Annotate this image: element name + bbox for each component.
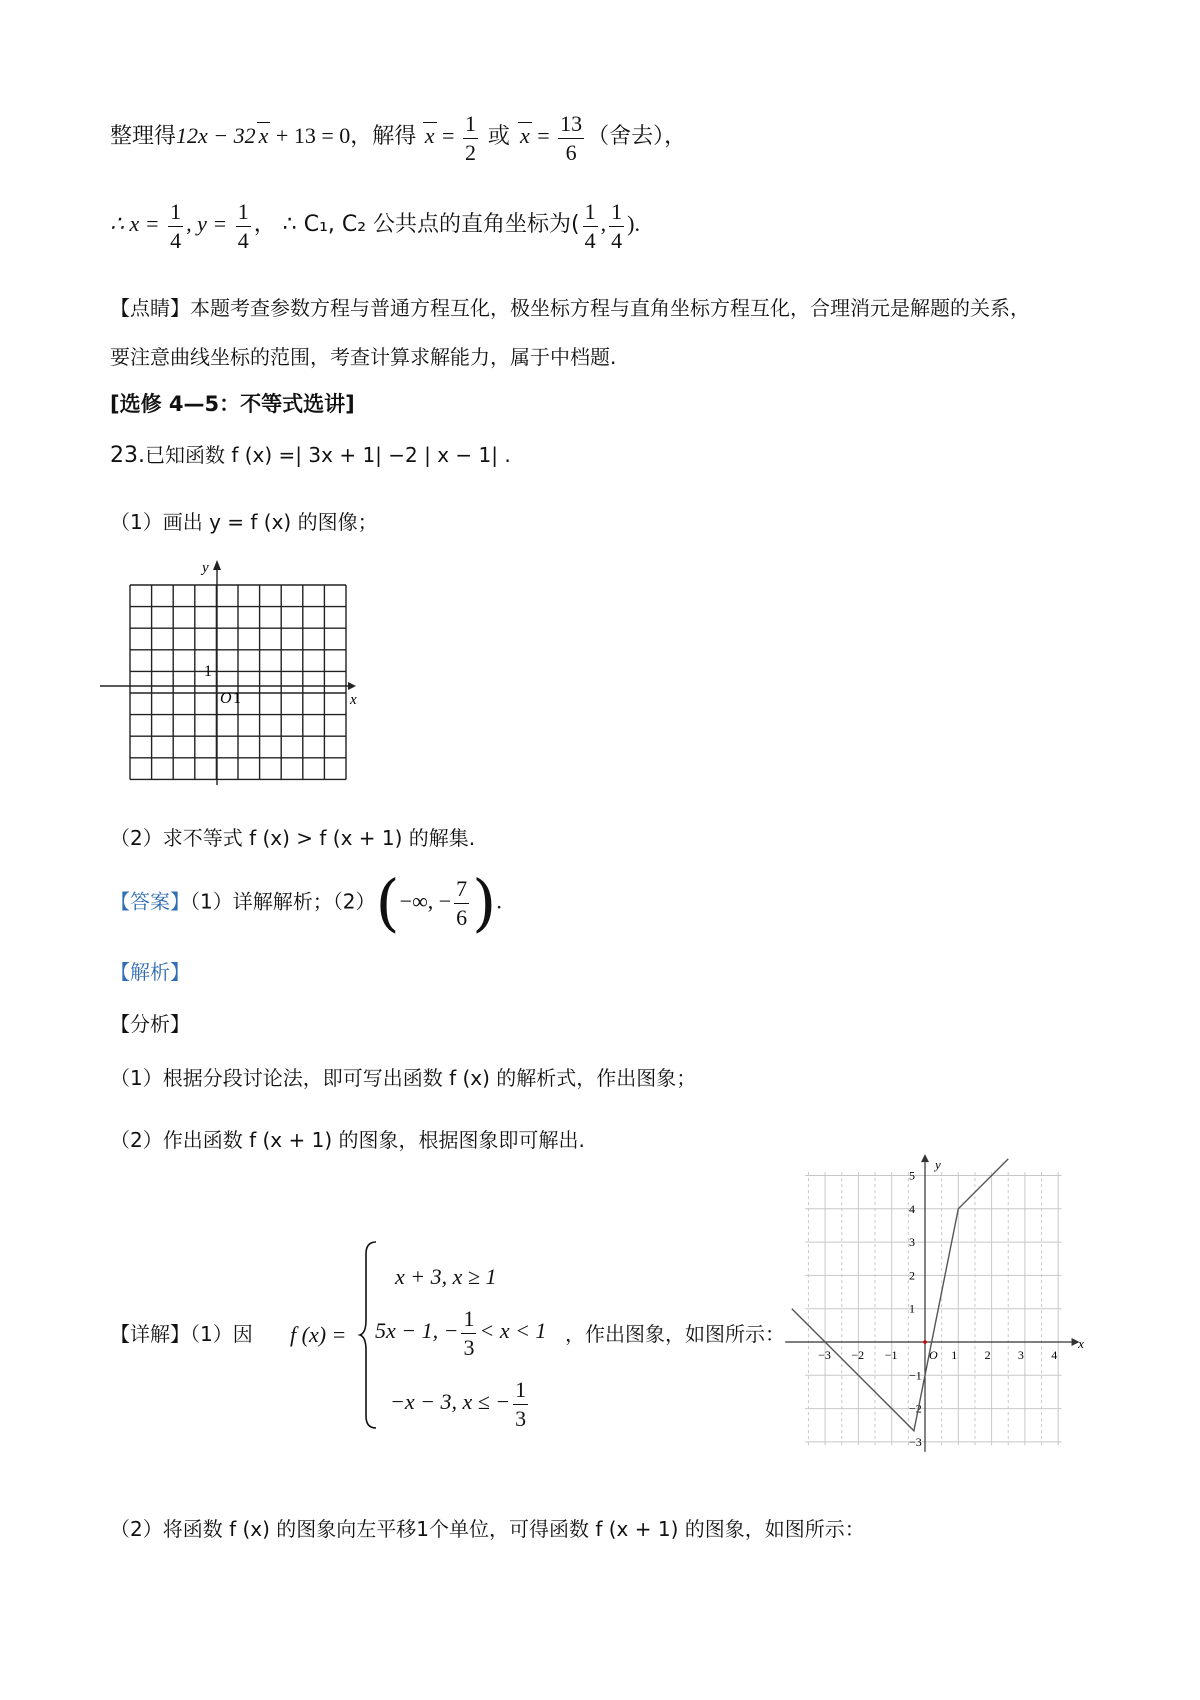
equation: 12x − 32 bbox=[176, 123, 256, 149]
x-tick-label: −3 bbox=[818, 1348, 831, 1362]
comma: , bbox=[600, 211, 607, 237]
case-3-left: −x − 3, x ≤ − bbox=[390, 1389, 511, 1415]
answer-tag: 【答案】 bbox=[110, 889, 190, 914]
text-discard: （舍去）， bbox=[587, 124, 687, 150]
analysis-tag: 【解析】 bbox=[110, 960, 190, 984]
fx-label: f (x) = bbox=[290, 1322, 347, 1347]
function-line bbox=[792, 1156, 1008, 1431]
y-tick-label: 3 bbox=[909, 1235, 915, 1250]
y-tick-label: 1 bbox=[909, 1301, 915, 1316]
equation-line-1 bbox=[110, 110, 686, 166]
grid1-x-label: x bbox=[350, 692, 357, 708]
text-or: 或 bbox=[480, 124, 517, 150]
y-tick-label: 4 bbox=[909, 1201, 915, 1216]
grid1-one-y: 1 bbox=[204, 663, 212, 680]
equation-line-2 bbox=[110, 198, 640, 254]
right-paren: ) bbox=[472, 866, 497, 939]
question-1: （1）画出 y = f (x) 的图像； bbox=[110, 510, 378, 534]
comment-line-2: 要注意曲线坐标的范围，考查计算求解能力，属于中档题. bbox=[110, 345, 617, 369]
sqrt-x-1: x bbox=[424, 123, 435, 149]
problem-number: 23. bbox=[110, 443, 145, 468]
question-2: （2）求不等式 f (x) > f (x + 1) 的解集. bbox=[110, 826, 476, 850]
detail-tag: 【详解】（1）因 bbox=[110, 1322, 253, 1346]
case-2 bbox=[375, 1305, 546, 1361]
eq-sign: = bbox=[531, 123, 556, 149]
comment-line-1: 【点睛】本题考查参数方程与普通方程互化，极坐标方程与直角坐标方程互化，合理消元是解题的关系， bbox=[110, 296, 1030, 320]
final-sentence: （2）将函数 f (x) 的图象向左平移1个单位，可得函数 f (x + 1) 的图象，如图所示： bbox=[110, 1517, 865, 1541]
y-axis-label: y bbox=[935, 1156, 941, 1172]
fenxi-p1: （1）根据分段讨论法，即可写出函数 f (x) 的解析式，作出图象； bbox=[110, 1066, 697, 1090]
answer-text: （1）详解解析；（2） bbox=[190, 889, 376, 914]
eq-sign: = bbox=[436, 123, 460, 149]
left-paren: ( bbox=[375, 866, 400, 939]
grid1-one-x: 1 bbox=[233, 690, 241, 707]
answer-line bbox=[110, 866, 502, 939]
x-tick-label: −2 bbox=[851, 1348, 865, 1362]
interval-left: −∞, − bbox=[399, 888, 452, 914]
equation-tail: + 13 = 0 bbox=[270, 123, 351, 149]
grid1-y-label: y bbox=[202, 560, 209, 576]
y-tick-label: −3 bbox=[909, 1434, 922, 1449]
fraction-7-6: $\frac{7}{6}$ bbox=[456, 876, 468, 930]
x-axis-label: x bbox=[1078, 1336, 1084, 1351]
close-paren: ). bbox=[627, 211, 640, 237]
therefore-x: ∴ x = bbox=[110, 211, 166, 237]
fraction: $\frac{1}{4}$ bbox=[584, 199, 596, 253]
y-tick-label: 5 bbox=[909, 1168, 915, 1183]
text-common-point: ， ∴ C₁, C₂ 公共点的直角坐标为( bbox=[253, 212, 580, 238]
function-graph bbox=[790, 1156, 1090, 1480]
answer-end: . bbox=[496, 888, 502, 914]
case-3 bbox=[390, 1376, 531, 1432]
text-prefix: 整理得 bbox=[110, 124, 177, 150]
y-tick-label: −2 bbox=[909, 1401, 922, 1416]
fenxi-tag: 【分析】 bbox=[110, 1012, 190, 1036]
x-tick-label: 1 bbox=[951, 1348, 958, 1362]
y-eq: , y = bbox=[186, 211, 233, 237]
y-axis-arrow bbox=[921, 1154, 929, 1162]
x-tick-label: 4 bbox=[1051, 1348, 1058, 1362]
case-2-right: < x < 1 bbox=[479, 1318, 547, 1344]
fraction: $\frac{1}{4}$ bbox=[611, 199, 623, 253]
text-mid: ，解得 bbox=[350, 124, 417, 150]
problem-stem: 已知函数 f (x) =| 3x + 1| −2 | x − 1| . bbox=[145, 443, 511, 467]
problem-stem-line bbox=[110, 443, 511, 469]
origin-point bbox=[923, 1340, 927, 1344]
sqrt-x: x bbox=[258, 123, 269, 149]
y-tick-label: −1 bbox=[909, 1368, 922, 1383]
section-title: [选修 4—5：不等式选讲] bbox=[110, 392, 355, 416]
grid1-origin: O bbox=[220, 690, 232, 707]
sqrt-x-2: x bbox=[519, 123, 530, 149]
case-1: x + 3, x ≥ 1 bbox=[395, 1264, 497, 1289]
fraction-13-6: $\frac{13}{6}$ bbox=[560, 111, 583, 165]
x-tick-label: O bbox=[929, 1348, 938, 1362]
case-2-left: 5x − 1, − bbox=[375, 1318, 459, 1344]
fraction: $\frac{1}{4}$ bbox=[170, 199, 182, 253]
x-tick-label: 3 bbox=[1017, 1348, 1024, 1362]
fraction: $\frac{1}{4}$ bbox=[237, 199, 249, 253]
y-tick-label: 2 bbox=[909, 1268, 915, 1283]
fraction-1-3: $\frac{1}{3}$ bbox=[463, 1306, 475, 1360]
fraction-1-3: $\frac{1}{3}$ bbox=[515, 1377, 527, 1431]
blank-grid-figure bbox=[100, 560, 380, 785]
x-tick-label: −1 bbox=[884, 1348, 898, 1362]
detail-after: ，作出图象，如图所示： bbox=[565, 1322, 785, 1346]
fraction-1-2: $\frac{1}{2}$ bbox=[464, 111, 476, 165]
fenxi-p2: （2）作出函数 f (x + 1) 的图象，根据图象即可解出. bbox=[110, 1128, 585, 1152]
x-tick-label: 2 bbox=[984, 1348, 991, 1362]
